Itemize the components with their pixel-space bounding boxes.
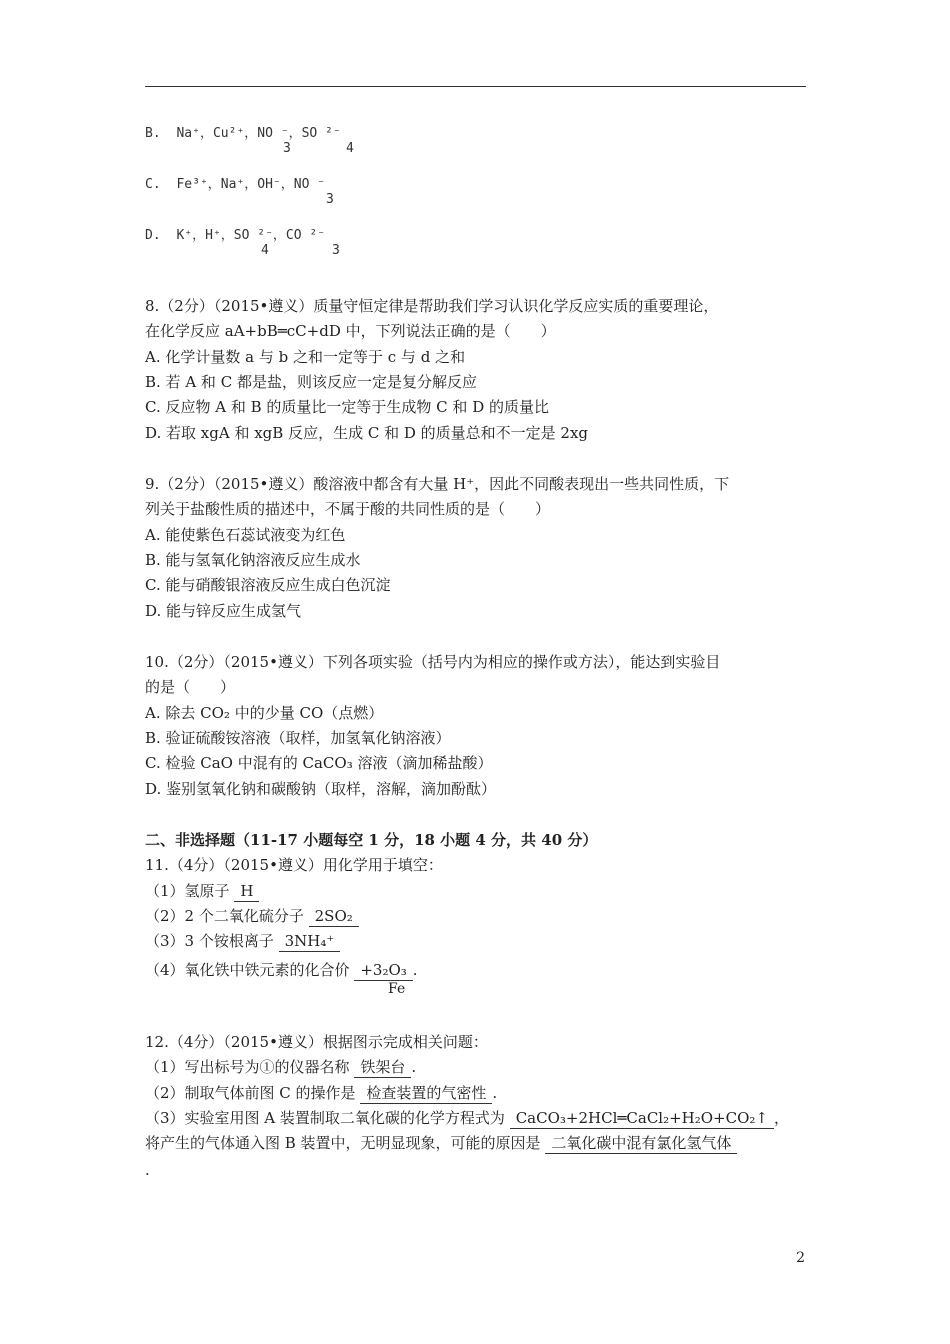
q11-stem: 11.（4分）（2015•遵义）用化学用于填空： [145,856,443,874]
q12-part3 [145,1108,789,1129]
q12-part2-prompt: （2）制取气体前图 C 的操作是 [145,1084,356,1102]
q10-option-a: A. 除去 CO₂ 中的少量 CO（点燃） [145,704,384,722]
q9-stem-line2: 列关于盐酸性质的描述中，不属于酸的共同性质的是（ ） [145,500,551,518]
q11-part4-answer: +3₂O₃ [354,960,412,981]
page-number: 2 [796,1250,805,1266]
q12-part3-answer: CaCO₃+2HCl═CaCl₂+H₂O+CO₂↑ [510,1108,774,1129]
option-c-prev [145,173,325,192]
q11-part2-prompt: （2）2 个二氧化硫分子 [145,907,304,925]
q10-option-c: C. 检验 CaO 中混有的 CaCO₃ 溶液（滴加稀盐酸） [145,754,493,772]
q11-part4-prompt: （4）氧化铁中铁元素的化合价 [145,961,350,979]
option-label: C. [145,177,161,192]
q12-part1-answer: 铁架台 [354,1057,411,1078]
q9-option-b: B. 能与氢氧化钠溶液反应生成水 [145,551,361,569]
header-rule [145,86,806,87]
q9-option-a: A. 能使紫色石蕊试液变为红色 [145,526,346,544]
section2-heading: 二、非选择题（11-17 小题每空 1 分，18 小题 4 分，共 40 分） [145,831,598,849]
q10-stem-line1: 10.（2分）（2015•遵义）下列各项实验（括号内为相应的操作或方法），能达到实验目 [145,653,721,671]
comma: ， [774,1109,790,1127]
option-label: D. [145,228,161,243]
option-d-prev [145,224,325,243]
option-text: Fe³⁺，Na⁺，OH⁻，NO ⁻ [176,177,326,192]
option-text: K⁺，H⁺，SO ²⁻，CO ²⁻ [176,228,326,243]
q11-part1-prompt: （1）氢原子 [145,882,230,900]
subscript: 4 [261,243,269,258]
q8-option-d: D. 若取 xgA 和 xgB 反应，生成 C 和 D 的质量总和不一定是 2xg [145,424,589,442]
option-text: Na⁺，Cu²⁺，NO ⁻，SO ²⁻ [176,126,341,141]
q11-part1 [145,881,259,902]
q11-part2 [145,906,359,927]
q8-option-c: C. 反应物 A 和 B 的质量比一定等于生成物 C 和 D 的质量比 [145,398,549,416]
q11-part1-answer: H [234,881,259,902]
q8-stem-line2: 在化学反应 aA+bB═cC+dD 中，下列说法正确的是（ ） [145,322,556,340]
q11-part4-period: . [412,961,418,979]
period: . [492,1084,498,1102]
q9-option-c: C. 能与硝酸银溶液反应生成白色沉淀 [145,576,391,594]
subscript: 3 [332,243,340,258]
q11-part2-answer: 2SO₂ [309,906,359,927]
q12-part2 [145,1083,497,1104]
subscript: 3 [326,192,334,207]
q12-part2-answer: 检查装置的气密性 [360,1083,492,1104]
subscript: 3 [283,141,291,156]
q10-stem-line2: 的是（ ） [145,678,236,696]
q12-part3-line2 [145,1133,737,1154]
period: . [411,1058,417,1076]
option-label: B. [145,126,161,141]
q9-option-d: D. 能与锌反应生成氢气 [145,602,302,620]
q11-part3 [145,931,340,952]
subscript: 4 [346,141,354,156]
q11-part4 [145,960,418,981]
q8-stem-line1: 8.（2分）（2015•遵义）质量守恒定律是帮助我们学习认识化学反应实质的重要理论， [145,297,719,315]
option-b-prev [145,122,341,141]
q8-option-a: A. 化学计量数 a 与 b 之和一定等于 c 与 d 之和 [145,348,466,366]
q10-option-d: D. 鉴别氢氧化钠和碳酸钠（取样，溶解，滴加酚酞） [145,780,497,798]
q12-stem: 12.（4分）（2015•遵义）根据图示完成相关问题： [145,1033,488,1051]
q11-part3-prompt: （3）3 个铵根离子 [145,932,274,950]
q9-stem-line1: 9.（2分）（2015•遵义）酸溶液中都含有大量 H⁺，因此不同酸表现出一些共同性质，下 [145,475,730,493]
q12-part3b-prompt: 将产生的气体通入图 B 装置中，无明显现象，可能的原因是 [145,1134,541,1152]
q12-part1 [145,1057,416,1078]
q12-part3b-answer: 二氧化碳中混有氯化氢气体 [545,1133,737,1154]
q12-trailing-dot: . [145,1161,150,1179]
q11-part3-answer: 3NH₄⁺ [279,931,341,952]
q10-option-b: B. 验证硫酸铵溶液（取样，加氢氧化钠溶液） [145,729,451,747]
q12-part3-prompt: （3）实验室用图 A 装置制取二氧化碳的化学方程式为 [145,1109,505,1127]
q11-part4-base: Fe [388,981,406,997]
q8-option-b: B. 若 A 和 C 都是盐，则该反应一定是复分解反应 [145,373,477,391]
q12-part1-prompt: （1）写出标号为①的仪器名称 [145,1058,350,1076]
